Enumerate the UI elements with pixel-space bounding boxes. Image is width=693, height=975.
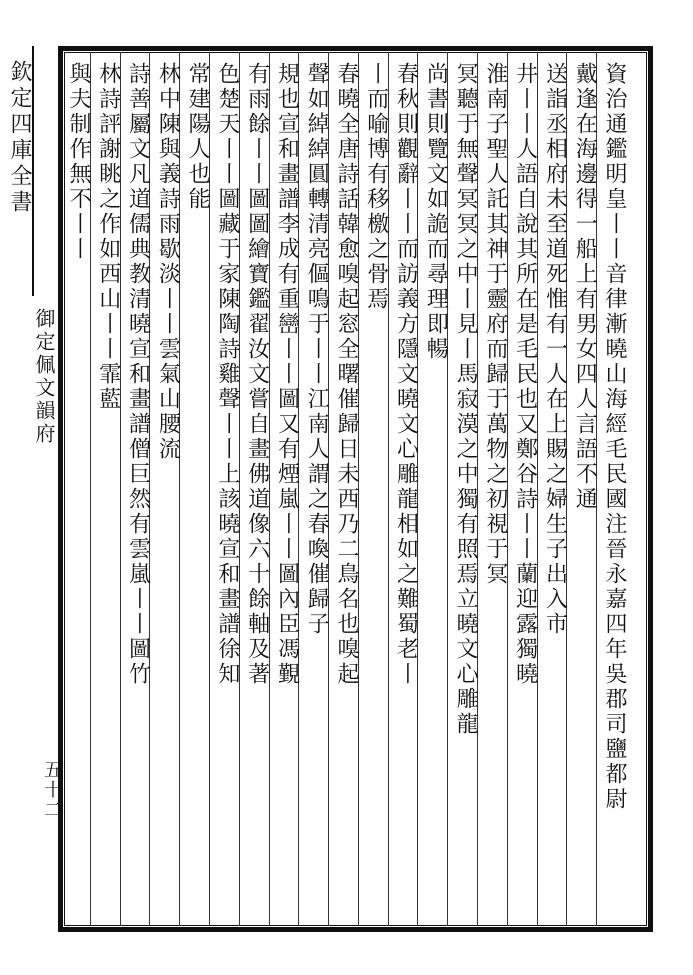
text-column: 淮南子聖人託其神于靈府而歸于萬物之初視于冥 [482, 62, 508, 587]
sub-title: 御定佩文韻府 [32, 308, 56, 446]
text-column: 林中陳與義詩雨歇淡丨丨雲氣山腰流 [155, 62, 181, 462]
text-column: 常建陽人也能 [185, 62, 211, 212]
text-column: 林詩評謝眺之作如西山丨丨霏藍 [95, 62, 121, 412]
text-column: 送詣丞相府未至道死惟有一人在上賜之婦生子出入市 [542, 62, 568, 637]
text-column: 井丨丨人語自說其所在是毛民也又鄭谷詩丨丨蘭迎露獨曉 [512, 62, 538, 687]
text-column: 春秋則觀辭丨丨而訪義方隱文曉文心雕龍相如之難蜀老丨 [393, 62, 419, 687]
text-column: 資治通鑑明皇丨丨音律漸曉山海經毛民國注晉永嘉四年吳郡司鹽都尉 [602, 62, 627, 812]
text-column: 尚書則覽文如詭而尋理即暢 [423, 62, 449, 362]
text-column: 色楚天丨丨圖藏于家陳陶詩雞聲丨丨上該曉宣和畫譜徐知 [214, 62, 240, 687]
text-column: 聲如綽綽圓轉清亮傴鳴于丨丨江南人謂之春喚催歸子 [304, 62, 330, 637]
text-column: 戴逢在海邊得一船上有男女四人言語不通 [572, 62, 598, 512]
text-column: 春曉全唐詩話韓愈嗅起窓全曙催歸日未西乃二鳥名也嗅起 [334, 62, 359, 687]
text-column: 規也宣和畫譜李成有重巒丨丨圖又有煙嵐丨丨圖內臣馮覲 [274, 62, 300, 687]
page-number: 五十二 [41, 760, 62, 820]
text-column: 與夫制作無不丨丨 [66, 62, 91, 262]
text-column: 有雨餘丨丨圖圖繪寶鑑翟汝文嘗自畫佛道像六十餘軸及著 [244, 62, 270, 687]
text-column: 冥聽于無聲冥冥之中丨見丨馬寂漠之中獨有照焉立曉文心雕龍 [453, 62, 479, 737]
text-column: 丨而喻博有移檄之骨焉 [363, 62, 389, 312]
book-title: 欽定四庫全書 [7, 60, 32, 216]
text-column: 詩善屬文凡道儒典教清曉宣和畫譜僧巨然有雲嵐丨丨圖竹 [125, 62, 151, 687]
